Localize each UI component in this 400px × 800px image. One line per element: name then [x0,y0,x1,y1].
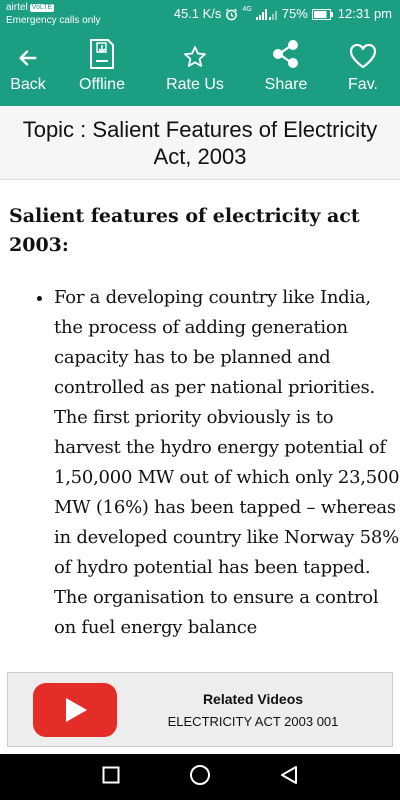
heart-icon [349,43,377,74]
favourite-button[interactable] [344,28,382,106]
recents-square-icon [102,766,120,789]
nav-back-button[interactable] [276,764,302,790]
network-speed: 45.1 K/s [173,6,222,21]
offline-download-icon [89,39,115,74]
battery-percent: 75% [281,6,308,21]
battery-icon [312,9,334,20]
recents-button[interactable] [98,764,124,790]
rate-us-label: Rate Us [166,76,224,93]
back-arrow-icon [17,47,39,74]
home-button[interactable] [187,764,213,790]
article-content [0,181,400,671]
share-button[interactable] [262,28,310,106]
star-icon [183,45,207,74]
carrier-name: airtel [6,2,28,13]
status-indicators [174,6,392,22]
share-icon [272,39,300,74]
signal-icon [256,8,278,20]
back-triangle-icon [279,765,299,790]
clock: 12:31 pm [337,6,392,21]
offline-label: Offline [79,76,125,93]
volte-badge: VoLTE [31,4,53,11]
status-bar [0,0,400,28]
home-circle-icon [189,764,211,791]
related-video-name: ELECTRICITY ACT 2003 001 [167,714,339,729]
system-nav-bar [0,754,400,800]
alarm-icon [225,8,238,21]
emergency-text: Emergency calls only [6,15,101,26]
share-label: Share [264,76,308,93]
back-button[interactable] [5,28,51,106]
topic-title: Topic : Salient Features of Electricity Act, 2003 [0,106,400,180]
rate-us-button[interactable] [162,28,228,106]
related-videos-title: Related Videos [202,691,304,707]
article-heading: Salient features of electricity act 2003: [9,205,360,256]
network-type: 4G [242,6,252,13]
toolbar [0,28,400,106]
bullet-item: • For a developing country like India, the process of adding generation capacity has to be planned and controlled as per national priorities. The first priority obviously is to harvest the hydro energy potential of 1,50,000 MW out of which only 23,500 MW (16%) has been tapped – whereas in developed country like Norway 58% of hydro potential has been tapped. The organisation to ensure a control on fuel energy balance [54,283,400,643]
offline-button[interactable] [74,28,130,106]
carrier [6,2,54,13]
favourite-label: Fav. [348,76,378,93]
back-label: Back [10,76,46,93]
youtube-play-icon [33,683,117,742]
related-videos-banner[interactable] [7,672,393,747]
bullet-list [0,283,400,643]
